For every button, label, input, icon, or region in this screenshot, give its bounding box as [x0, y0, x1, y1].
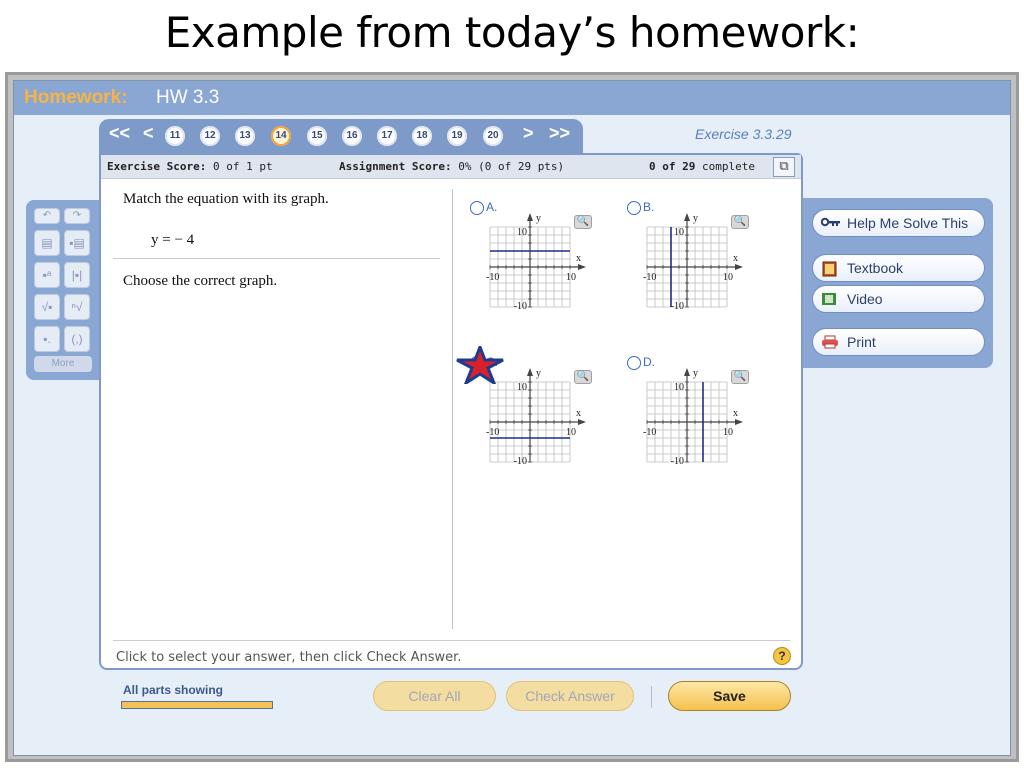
y-max-label: 10: [674, 382, 684, 393]
question-number-18[interactable]: 18: [412, 126, 432, 146]
x-min-label: -10: [486, 272, 500, 283]
x-axis-label: x: [733, 408, 738, 419]
y-axis-label: y: [536, 368, 541, 379]
redo-icon[interactable]: ↷: [64, 208, 90, 224]
complete-count: 0 of 29: [649, 160, 696, 173]
printer-icon: [821, 335, 839, 349]
parts-showing-label[interactable]: All parts showing: [123, 683, 224, 697]
absolute-value-icon[interactable]: |▪|: [64, 262, 90, 288]
option-d[interactable]: [627, 354, 777, 504]
question-number-16[interactable]: 16: [342, 126, 362, 146]
slide-title: Example from today’s homework:: [164, 8, 860, 57]
zoom-icon[interactable]: 🔍: [574, 370, 592, 384]
help-icon[interactable]: ?: [773, 647, 791, 665]
question-number-19[interactable]: 19: [447, 126, 467, 146]
subscript-icon[interactable]: ▪.: [34, 326, 60, 352]
option-letter: D.: [643, 355, 655, 369]
question-number-12[interactable]: 12: [200, 126, 220, 146]
textbook-button[interactable]: [812, 254, 985, 282]
expand-icon[interactable]: ⧉: [773, 157, 795, 177]
mixed-number-icon[interactable]: ▪▤: [64, 230, 90, 256]
x-min-label: -10: [643, 427, 657, 438]
assignment-score-label: Assignment Score:: [339, 160, 452, 173]
option-graph: [470, 213, 600, 323]
title-bar: [14, 81, 1010, 115]
check-answer-button[interactable]: Check Answer: [506, 681, 634, 711]
square-root-icon[interactable]: √▪: [34, 294, 60, 320]
option-letter: B.: [643, 200, 655, 214]
help-me-solve-label: Help Me Solve This: [847, 215, 969, 231]
question-number-13[interactable]: 13: [235, 126, 255, 146]
undo-icon[interactable]: ↶: [34, 208, 60, 224]
x-axis-label: x: [576, 408, 581, 419]
y-axis-label: y: [693, 213, 698, 224]
question-instruction: Choose the correct graph.: [123, 273, 278, 289]
status-divider: [113, 640, 790, 641]
question-number-11[interactable]: 11: [165, 126, 185, 146]
question-number-15[interactable]: 15: [307, 126, 327, 146]
save-button[interactable]: Save: [668, 681, 791, 711]
x-axis-label: x: [733, 253, 738, 264]
ordered-pair-icon[interactable]: (,): [64, 326, 90, 352]
y-min-label: -10: [513, 301, 527, 312]
y-min-label: -10: [513, 456, 527, 467]
last-question-button[interactable]: >>: [549, 123, 571, 143]
homework-label: Homework:: [24, 87, 128, 108]
x-max-label: 10: [566, 272, 576, 283]
x-min-label: -10: [486, 427, 500, 438]
x-max-label: 10: [723, 272, 733, 283]
y-max-label: 10: [517, 227, 527, 238]
book-icon: [821, 261, 839, 275]
question-prompt: Match the equation with its graph.: [123, 191, 329, 207]
parts-progress-bar: [121, 701, 273, 709]
y-axis-label: y: [536, 213, 541, 224]
zoom-icon[interactable]: 🔍: [731, 215, 749, 229]
status-message: Click to select your answer, then click Check Answer.: [116, 650, 462, 665]
exercise-panel: [99, 153, 803, 670]
more-tools-button[interactable]: More: [34, 356, 92, 372]
question-equation: y = − 4: [151, 232, 195, 248]
button-separator: [651, 686, 652, 708]
option-graph: [627, 368, 757, 478]
fraction-icon[interactable]: ▤: [34, 230, 60, 256]
question-number-20[interactable]: 20: [483, 126, 503, 146]
assignment-score-value: 0% (0 of 29 pts): [458, 160, 565, 173]
question-number-17[interactable]: 17: [377, 126, 397, 146]
y-axis-label: y: [693, 368, 698, 379]
print-button[interactable]: [812, 328, 985, 356]
question-navigator: [99, 119, 583, 153]
option-b[interactable]: [627, 199, 777, 349]
next-question-button[interactable]: >: [523, 123, 534, 143]
video-label: Video: [847, 291, 883, 307]
exercise-score-value: 0 of 1 pt: [212, 160, 273, 173]
y-max-label: 10: [674, 227, 684, 238]
print-label: Print: [847, 334, 876, 350]
exercise-score-label: Exercise Score:: [107, 160, 207, 173]
question-column: [101, 180, 451, 650]
zoom-icon[interactable]: 🔍: [574, 215, 592, 229]
clear-all-button[interactable]: Clear All: [373, 681, 496, 711]
question-divider: [113, 258, 440, 259]
zoom-icon[interactable]: 🔍: [731, 370, 749, 384]
video-button[interactable]: [812, 285, 985, 313]
nth-root-icon[interactable]: ⁿ√: [64, 294, 90, 320]
complete-label: complete: [701, 160, 755, 173]
previous-question-button[interactable]: <: [143, 123, 154, 143]
x-max-label: 10: [566, 427, 576, 438]
x-axis-label: x: [576, 253, 581, 264]
star-icon: [455, 346, 505, 389]
y-min-label: -10: [670, 301, 684, 312]
help-me-solve-button[interactable]: [812, 209, 985, 237]
homework-name: HW 3.3: [156, 87, 220, 108]
y-min-label: -10: [670, 456, 684, 467]
first-question-button[interactable]: <<: [109, 123, 131, 143]
math-tool-panel: [26, 200, 100, 380]
option-graph: [627, 213, 757, 323]
x-max-label: 10: [723, 427, 733, 438]
x-min-label: -10: [643, 272, 657, 283]
help-panel: [801, 198, 993, 368]
exercise-id: Exercise 3.3.29: [695, 126, 792, 142]
option-a[interactable]: [470, 199, 620, 349]
score-bar: [101, 155, 801, 179]
film-icon: [821, 292, 839, 306]
y-max-label: 10: [517, 382, 527, 393]
question-number-14[interactable]: 14: [271, 126, 291, 146]
textbook-label: Textbook: [847, 260, 904, 276]
exponent-icon[interactable]: ▪ᵃ: [34, 262, 60, 288]
option-letter: A.: [486, 200, 498, 214]
column-divider: [452, 189, 453, 629]
key-icon: [821, 216, 839, 230]
